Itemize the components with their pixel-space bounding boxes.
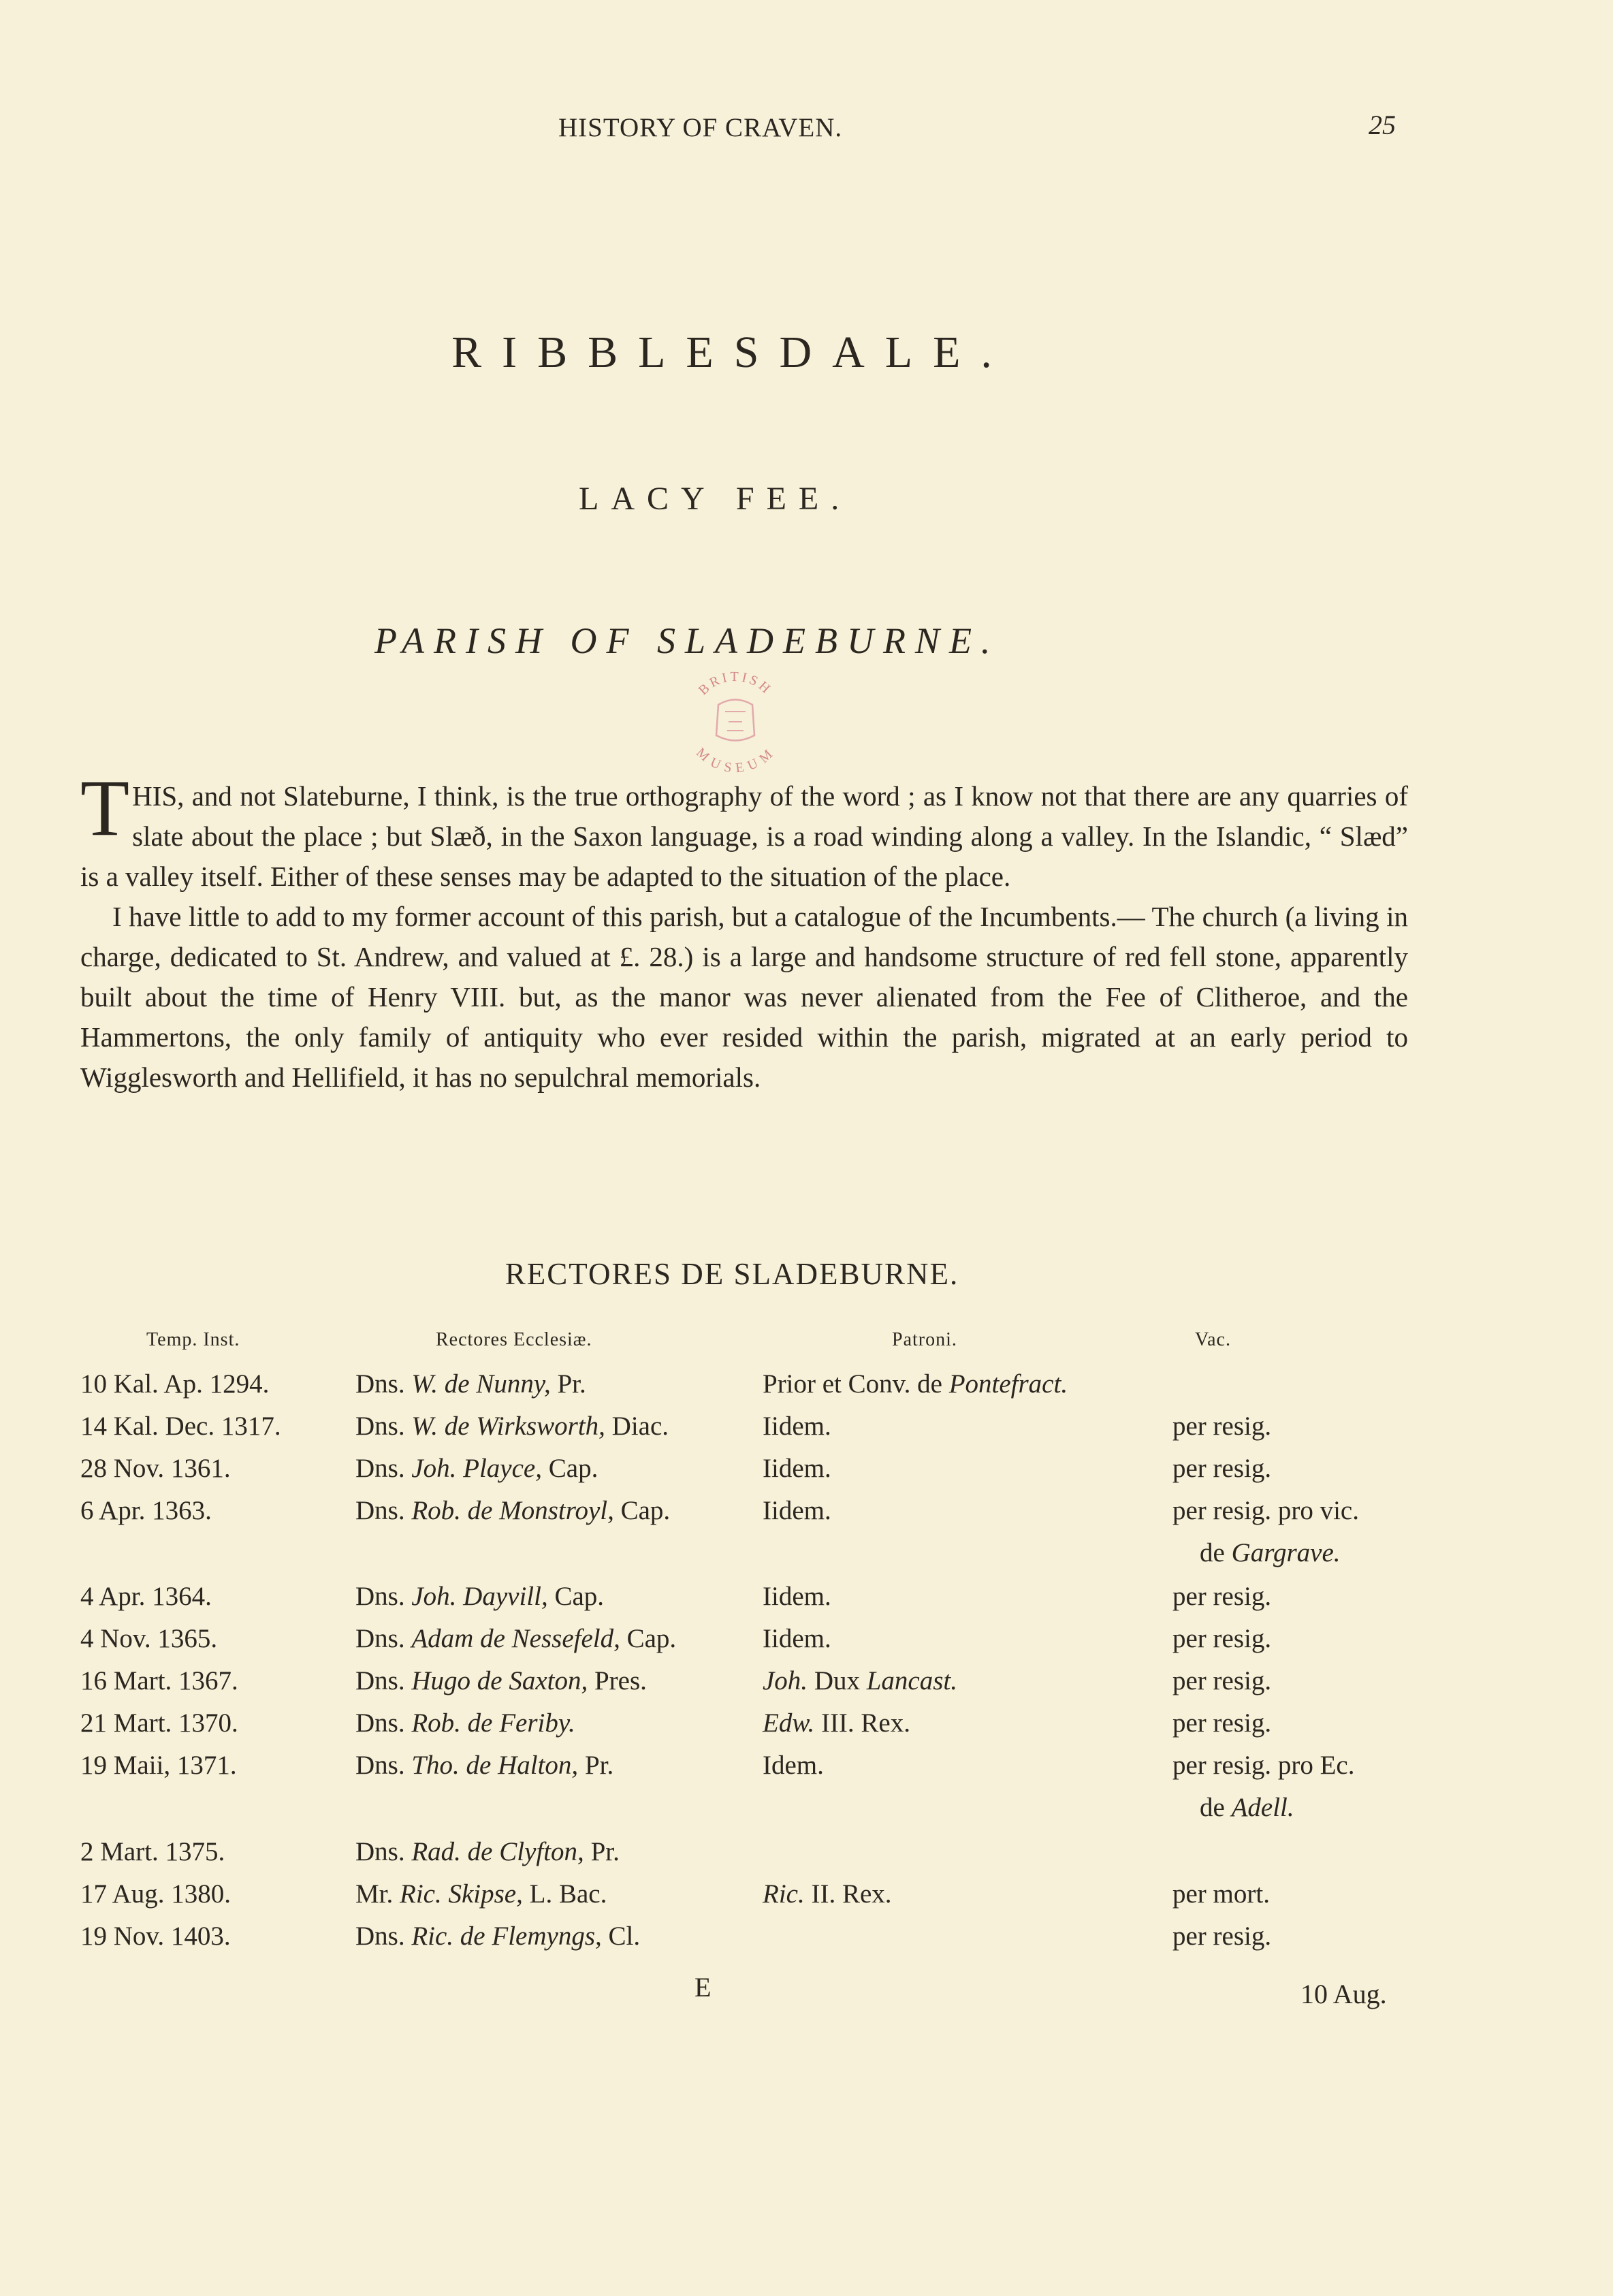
row-vacancy: per resig. pro vic. bbox=[1172, 1496, 1359, 1525]
row-vacancy-cont bbox=[1200, 1537, 1341, 1568]
row-vacancy: per resig. pro Ec. bbox=[1172, 1751, 1355, 1780]
running-title: HISTORY OF CRAVEN. bbox=[558, 113, 843, 142]
patron-text: Iidem. bbox=[763, 1496, 831, 1525]
rector-title: Pr. bbox=[584, 1751, 614, 1780]
rector-name: Joh. Playce, bbox=[411, 1454, 542, 1483]
rector-name: Ric. Skipse, bbox=[400, 1879, 523, 1909]
drop-cap: T bbox=[80, 763, 130, 852]
body-text bbox=[80, 763, 1408, 1098]
rector-name: Tho. de Halton, bbox=[411, 1751, 579, 1780]
museum-stamp bbox=[681, 671, 790, 773]
row-rector bbox=[355, 1921, 640, 1951]
paragraph-1-text: HIS, and not Slateburne, I think, is the true orthography of the word ; as I know not that there are any quarries of slate about the place ; but Slæð, in the Saxon language, is a road winding along a valley. In the Islandic, “ Slæd” is a valley itself. Either of these senses may be adapted to the situation of the place. bbox=[80, 780, 1408, 892]
row-rector bbox=[355, 1750, 613, 1781]
row-date: 28 Nov. 1361. bbox=[80, 1454, 231, 1483]
rector-name: Rad. de Clyfton, bbox=[411, 1837, 584, 1866]
stamp-top-text: BRITISH bbox=[695, 671, 776, 699]
col-header-rector: Rectores Ecclesiæ. bbox=[436, 1329, 592, 1350]
rector-title: L. Bac. bbox=[529, 1879, 607, 1909]
row-rector bbox=[355, 1411, 669, 1441]
row-date: 6 Apr. 1363. bbox=[80, 1496, 212, 1525]
rector-title: Cap. bbox=[554, 1582, 605, 1611]
rector-prefix: Dns. bbox=[355, 1837, 405, 1866]
section-title: LACY FEE. bbox=[579, 481, 852, 517]
rector-title: Pres. bbox=[594, 1666, 647, 1695]
patron-italic: Ric. bbox=[763, 1879, 805, 1909]
row-patron bbox=[763, 1411, 831, 1441]
row-patron bbox=[763, 1708, 910, 1738]
rector-title: Cap. bbox=[548, 1454, 598, 1483]
parish-title: PARISH OF SLADEBURNE. bbox=[374, 620, 1000, 661]
rector-prefix: Dns. bbox=[355, 1496, 405, 1525]
paragraph-2: I have little to add to my former account of this parish, but a catalogue of the Incumbents.— The church (a living in charge, dedicated to St. Andrew, and valued at £. 28.) is a large and handsome structure of red fell stone, apparently built about the time of Henry VIII. but, as the manor was never alienated from the Fee of Clitheroe, and the Hammertons, the only family of antiquity who ever resided within the parish, migrated at an early period to Wigglesworth and Hellifield, it has no sepulchral memorials. bbox=[80, 901, 1408, 1093]
rectors-title: RECTORES DE SLADEBURNE. bbox=[505, 1257, 959, 1291]
rector-title: Pr. bbox=[590, 1837, 620, 1866]
col-header-patron: Patroni. bbox=[892, 1329, 957, 1350]
rector-title: Pr. bbox=[557, 1369, 586, 1399]
row-vacancy: per resig. bbox=[1172, 1922, 1272, 1951]
rector-name: W. de Wirksworth, bbox=[411, 1412, 605, 1441]
vacancy-cont-text: de bbox=[1200, 1538, 1225, 1567]
rector-name: Ric. de Flemyngs, bbox=[411, 1922, 602, 1951]
rector-prefix: Dns. bbox=[355, 1751, 405, 1780]
row-vacancy: per mort. bbox=[1172, 1879, 1270, 1909]
row-date: 14 Kal. Dec. 1317. bbox=[80, 1412, 281, 1441]
patron-mid: Dux bbox=[814, 1666, 860, 1695]
rector-title: Cl. bbox=[608, 1922, 641, 1951]
patron-text: Prior et Conv. de bbox=[763, 1369, 942, 1399]
patron-italic: Joh. bbox=[763, 1666, 808, 1695]
row-patron bbox=[763, 1581, 831, 1612]
row-rector bbox=[355, 1836, 620, 1867]
row-date: 19 Maii, 1371. bbox=[80, 1751, 237, 1780]
patron-text: Iidem. bbox=[763, 1454, 831, 1483]
row-date: 21 Mart. 1370. bbox=[80, 1708, 238, 1738]
rector-prefix: Dns. bbox=[355, 1454, 405, 1483]
row-patron bbox=[763, 1665, 957, 1696]
signature-mark: E bbox=[694, 1972, 712, 2003]
row-patron bbox=[763, 1495, 831, 1526]
rector-name: Hugo de Saxton, bbox=[411, 1666, 588, 1695]
svg-text:MUSEUM bbox=[693, 745, 778, 773]
rector-name: Rob. de Feriby. bbox=[411, 1708, 575, 1738]
patron-suffix: III. Rex. bbox=[820, 1708, 910, 1738]
row-vacancy: per resig. bbox=[1172, 1624, 1272, 1653]
patron-italic: Edw. bbox=[763, 1708, 815, 1738]
vacancy-cont-text: de bbox=[1200, 1793, 1225, 1822]
row-rector bbox=[355, 1369, 586, 1399]
rector-prefix: Dns. bbox=[355, 1922, 405, 1951]
row-rector bbox=[355, 1708, 575, 1738]
rector-title: Diac. bbox=[611, 1412, 669, 1441]
row-rector bbox=[355, 1879, 607, 1909]
rector-prefix: Dns. bbox=[355, 1624, 405, 1653]
row-date: 19 Nov. 1403. bbox=[80, 1922, 231, 1951]
row-rector bbox=[355, 1495, 670, 1526]
row-patron bbox=[763, 1369, 1068, 1399]
vacancy-cont-italic: Adell. bbox=[1231, 1793, 1294, 1822]
row-date: 4 Nov. 1365. bbox=[80, 1624, 218, 1653]
patron-text: Iidem. bbox=[763, 1624, 831, 1653]
rector-name: W. de Nunny, bbox=[411, 1369, 551, 1399]
rector-prefix: Dns. bbox=[355, 1582, 405, 1611]
rector-title: Cap. bbox=[626, 1624, 677, 1653]
main-title: RIBBLESDALE. bbox=[451, 328, 1012, 377]
row-date: 17 Aug. 1380. bbox=[80, 1879, 231, 1909]
patron-text: Iidem. bbox=[763, 1412, 831, 1441]
vacancy-cont-italic: Gargrave. bbox=[1231, 1538, 1341, 1567]
row-rector bbox=[355, 1581, 604, 1612]
col-header-date: Temp. Inst. bbox=[146, 1329, 240, 1350]
row-date: 2 Mart. 1375. bbox=[80, 1837, 225, 1866]
rector-prefix: Dns. bbox=[355, 1412, 405, 1441]
rector-prefix: Dns. bbox=[355, 1369, 405, 1399]
row-vacancy: per resig. bbox=[1172, 1412, 1272, 1441]
row-vacancy: per resig. bbox=[1172, 1582, 1272, 1611]
rector-prefix: Dns. bbox=[355, 1708, 405, 1738]
rector-prefix: Mr. bbox=[355, 1879, 394, 1909]
rector-prefix: Dns. bbox=[355, 1666, 405, 1695]
row-date: 16 Mart. 1367. bbox=[80, 1666, 238, 1695]
stamp-bottom-text: MUSEUM bbox=[693, 745, 778, 773]
row-vacancy: per resig. bbox=[1172, 1454, 1272, 1483]
row-patron bbox=[763, 1453, 831, 1484]
row-patron bbox=[763, 1623, 831, 1654]
patron-italic-2: Lancast. bbox=[866, 1666, 957, 1695]
row-date: 10 Kal. Ap. 1294. bbox=[80, 1369, 270, 1399]
rector-name: Joh. Dayvill, bbox=[411, 1582, 548, 1611]
patron-italic: Pontefract. bbox=[948, 1369, 1068, 1399]
svg-text:BRITISH bbox=[696, 671, 775, 698]
catchword: 10 Aug. bbox=[1300, 1979, 1387, 2009]
col-header-vacancy: Vac. bbox=[1195, 1329, 1231, 1350]
row-rector bbox=[355, 1623, 676, 1654]
paragraph-1 bbox=[80, 763, 1408, 897]
row-vacancy: per resig. bbox=[1172, 1708, 1272, 1738]
rector-name: Rob. de Monstroyl, bbox=[411, 1496, 614, 1525]
patron-suffix: II. Rex. bbox=[811, 1879, 892, 1909]
row-vacancy: per resig. bbox=[1172, 1666, 1272, 1695]
row-date: 4 Apr. 1364. bbox=[80, 1582, 212, 1611]
patron-text: Idem. bbox=[763, 1751, 824, 1780]
row-rector bbox=[355, 1453, 598, 1484]
row-rector bbox=[355, 1665, 647, 1696]
row-patron bbox=[763, 1750, 824, 1781]
row-vacancy-cont bbox=[1200, 1792, 1294, 1823]
page-number: 25 bbox=[1369, 110, 1396, 140]
row-patron bbox=[763, 1879, 892, 1909]
patron-text: Iidem. bbox=[763, 1582, 831, 1611]
rector-name: Adam de Nessefeld, bbox=[411, 1624, 620, 1653]
rector-title: Cap. bbox=[620, 1496, 671, 1525]
